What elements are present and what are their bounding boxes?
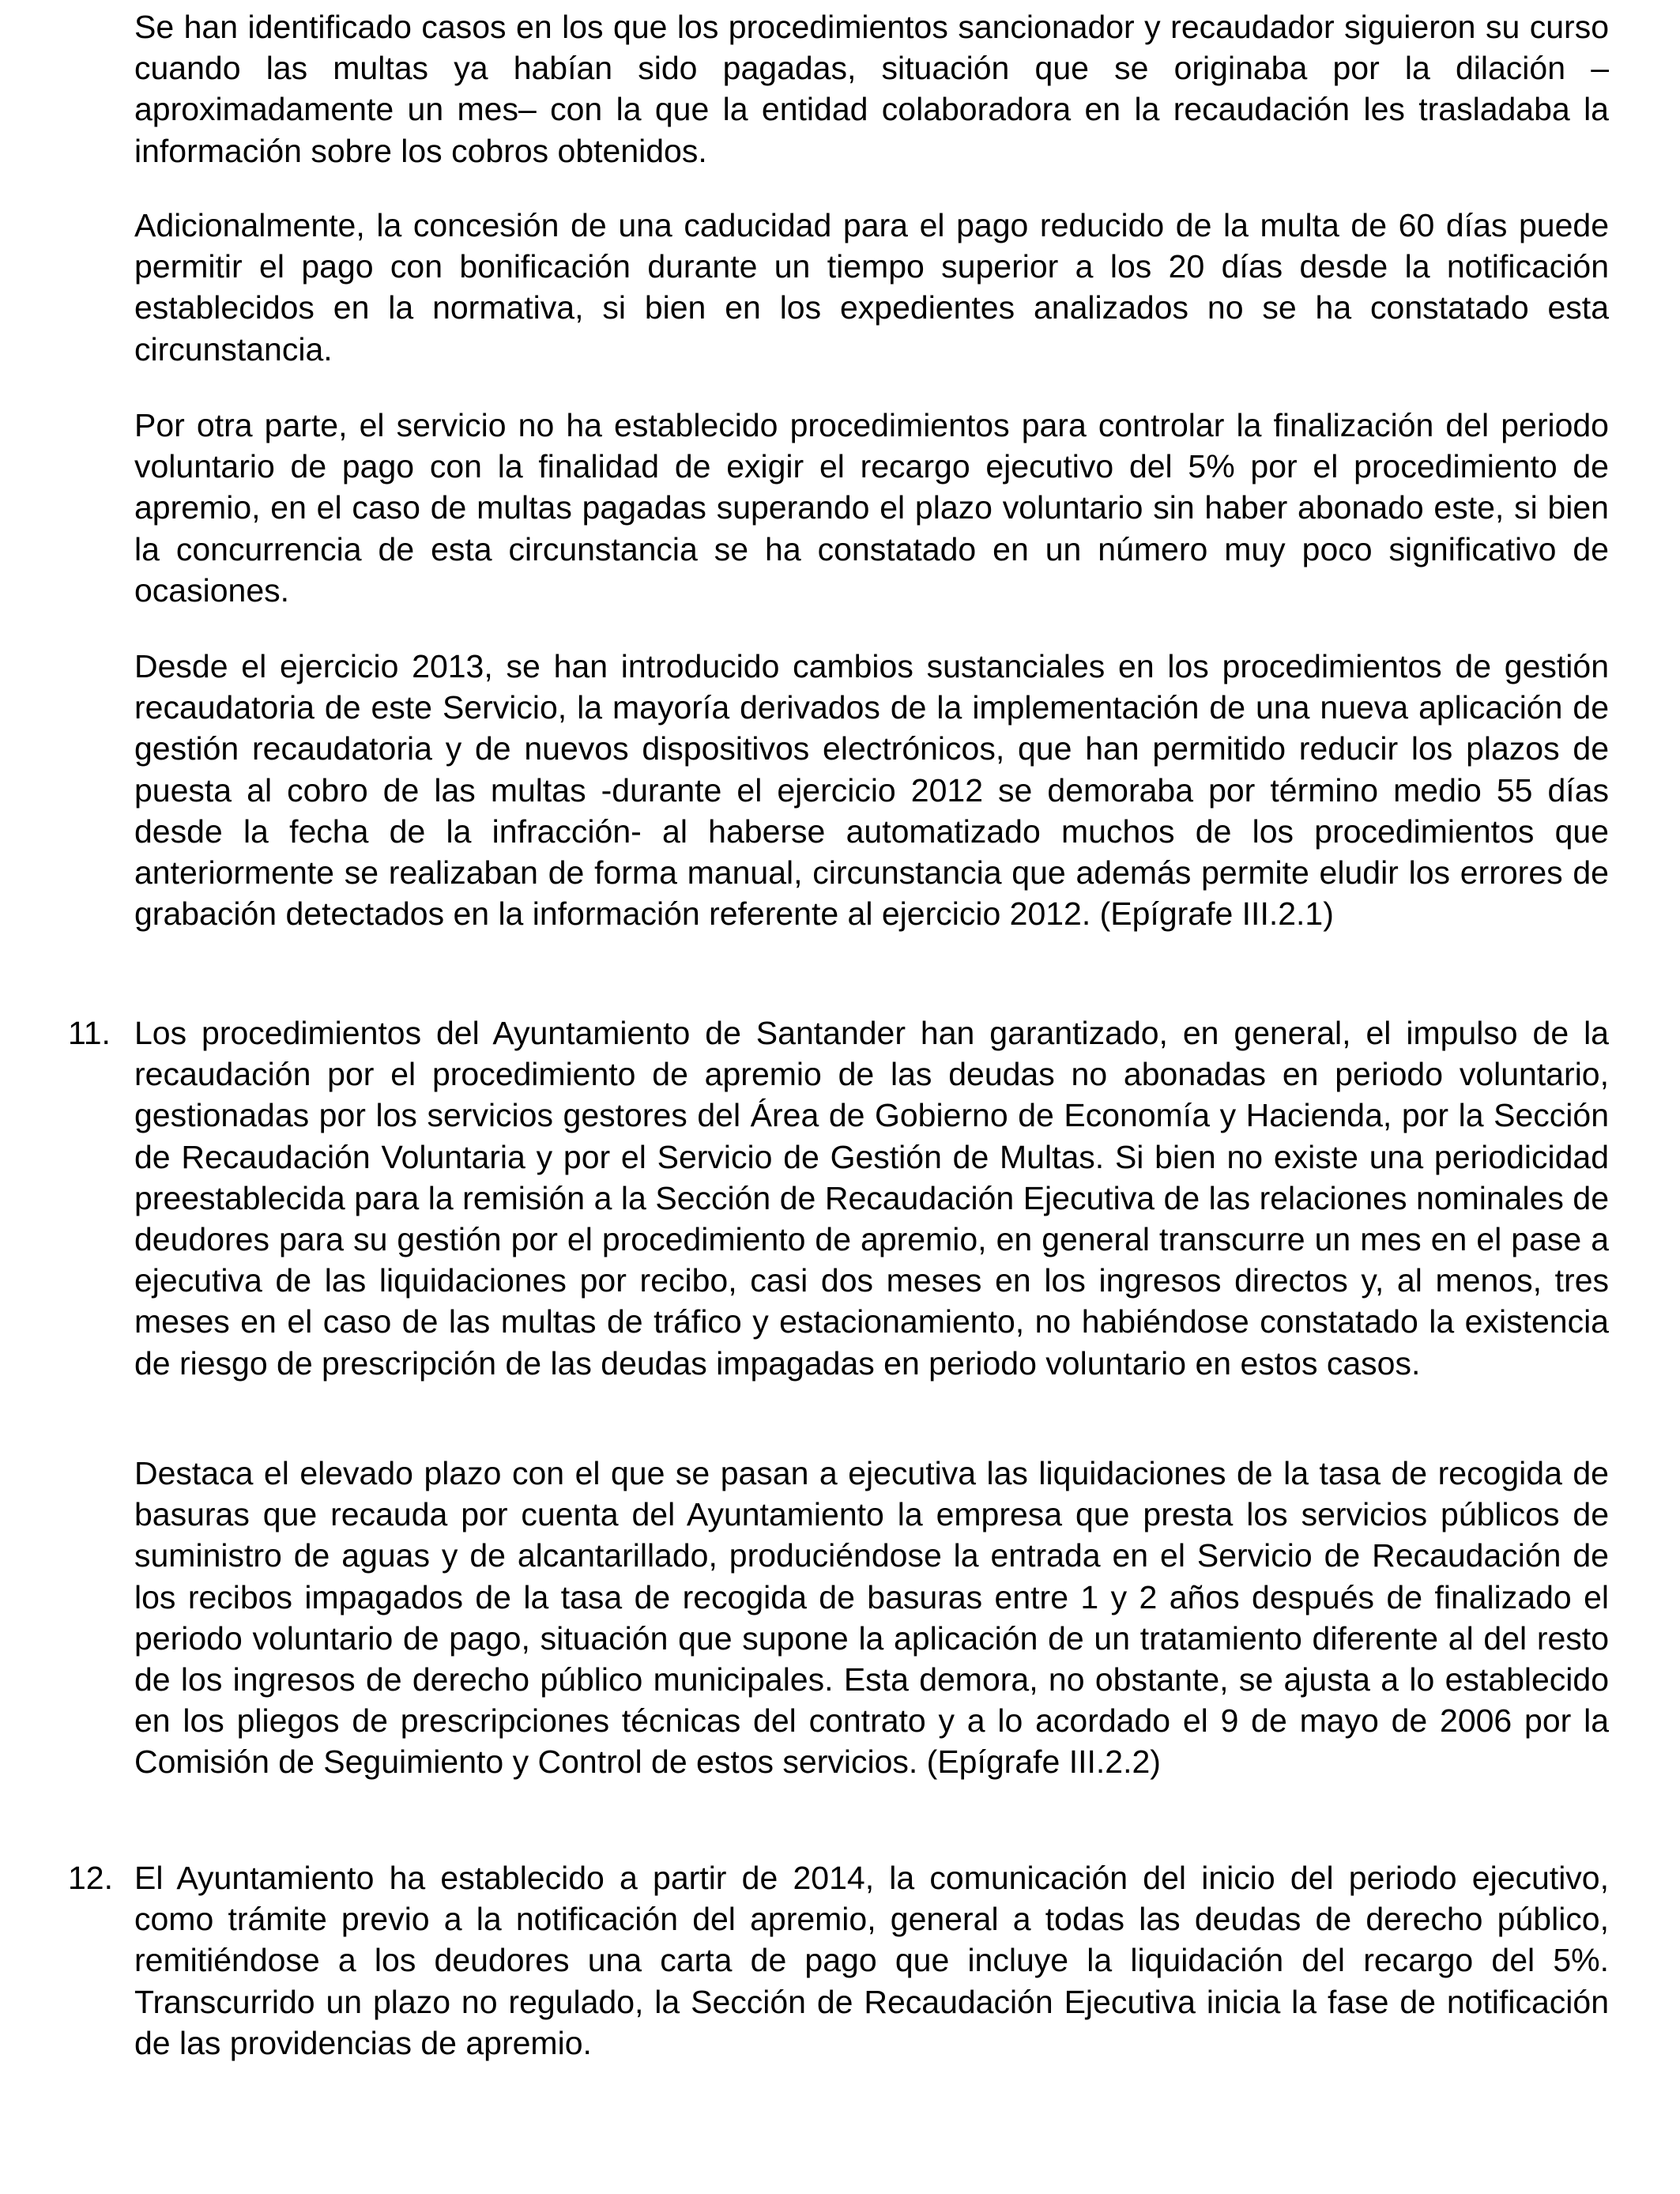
paragraph-tasa-basuras: Destaca el elevado plazo con el que se pasan a ejecutiva las liquidaciones de la tasa de recogida de basuras que recauda por cuenta del Ayuntamiento la empresa que presta los servicios públicos de suministro de aguas y de alcantarillado, produciéndose la entrada en el Servicio de Recaudación de los recibos impagados de la tasa de recogida de basuras entre 1 y 2 años después de finalizado el periodo voluntario de pago, situación que supone la aplicación de un tratamiento diferente al del resto de los ingresos de derecho público municipales. Esta demora, no obstante, se ajusta a lo establecido en los pliegos de prescripciones técnicas del contrato y a lo acordado el 9 de mayo de 2006 por la Comisión de Seguimiento y Control de estos servicios. (Epígrafe III.2.2) [134,1455,1609,1781]
paragraph-caducidad-pago-reducido: Adicionalmente, la concesión de una caducidad para el pago reducido de la multa de 60 días puede permitir el pago con bonificación durante un tiempo superior a los 20 días desde la notificación establecidos en la normativa, si bien en los expedientes analizados no se ha constatado esta circunstancia. [134,207,1609,368]
paragraph-item-11: Los procedimientos del Ayuntamiento de Santander han garantizado, en general, el impulso de la recaudación por el procedimiento de apremio de las deudas no abonadas en periodo voluntario, gestionadas por los servicios gestores del Área de Gobierno de Economía y Hacienda, por la Sección de Recaudación Voluntaria y por el Servicio de Gestión de Multas. Si bien no existe una periodicidad preestablecida para la remisión a la Sección de Recaudación Ejecutiva de las relaciones nominales de deudores para su gestión por el procedimiento de apremio, en general transcurre un mes en el pase a ejecutiva de las liquidaciones por recibo, casi dos meses en los ingresos directos y, al menos, tres meses en el caso de las multas de tráfico y estacionamiento, no habiéndose constatado la existencia de riesgo de prescripción de las deudas impagadas en periodo voluntario en estos casos. [134,1015,1609,1382]
paragraph-procedimientos-sancionador: Se han identificado casos en los que los procedimientos sancionador y recaudador siguieron su curso cuando las multas ya habían sido pagadas, situación que se originaba por la dilación –aproximadamente un mes– con la que la entidad colaboradora en la recaudación les trasladaba la información sobre los cobros obtenidos. [134,9,1609,169]
paragraph-periodo-voluntario: Por otra parte, el servicio no ha establecido procedimientos para controlar la finalización del periodo voluntario de pago con la finalidad de exigir el recargo ejecutivo del 5% por el procedimiento de apremio, en el caso de multas pagadas superando el plazo voluntario sin haber abonado este, si bien la concurrencia de esta circunstancia se ha constatado en un número muy poco significativo de ocasiones. [134,407,1609,609]
item-number-12: 12. [68,1860,113,1896]
paragraph-item-12: El Ayuntamiento ha establecido a partir de 2014, la comunicación del inicio del periodo ejecutivo, como trámite previo a la notificación del apremio, general a todas las deudas de derecho público, remitiéndose a los deudores una carta de pago que incluye la liquidación del recargo del 5%. Transcurrido un plazo no regulado, la Sección de Recaudación Ejecutiva inicia la fase de notificación de las providencias de apremio. [134,1860,1609,2061]
paragraph-cambios-sustanciales: Desde el ejercicio 2013, se han introducido cambios sustanciales en los procedimientos de gestión recaudatoria de este Servicio, la mayoría derivados de la implementación de una nueva aplicación de gestión recaudatoria y de nuevos dispositivos electrónicos, que han permitido reducir los plazos de puesta al cobro de las multas -durante el ejercicio 2012 se demoraba por término medio 55 días desde la fecha de la infracción- al haberse automatizado muchos de los procedimientos que anteriormente se realizaban de forma manual, circunstancia que además permite eludir los errores de grabación detectados en la información referente al ejercicio 2012. (Epígrafe III.2.1) [134,648,1609,933]
item-number-11: 11. [68,1015,111,1051]
